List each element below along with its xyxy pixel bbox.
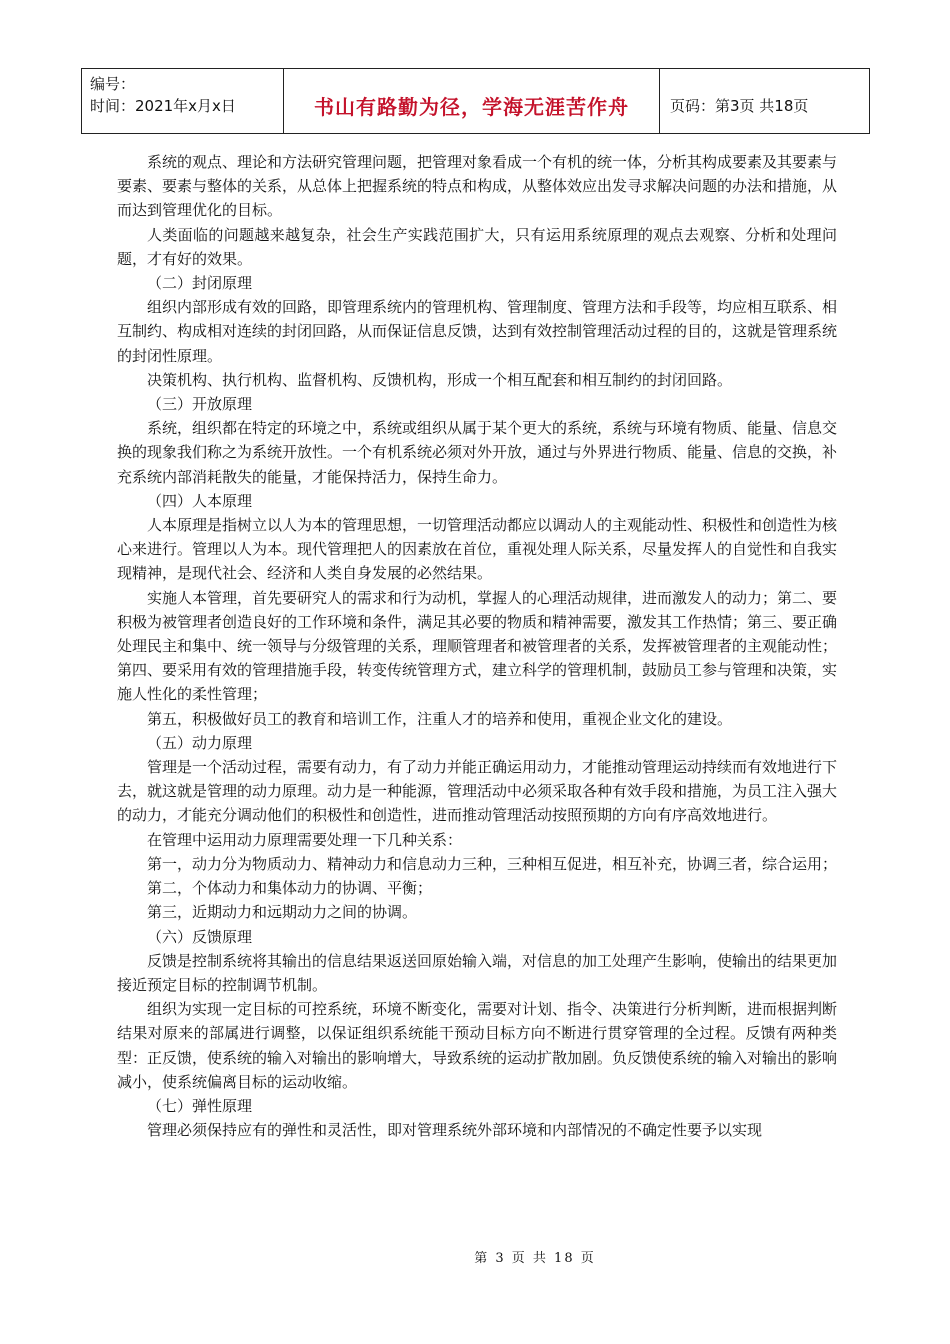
body-paragraph: 系统的观点、理论和方法研究管理问题，把管理对象看成一个有机的统一体，分析其构成要素及其要素与要素、要素与整体的关系，从总体上把握系统的特点和构成，从整体效应出发寻求解决问题的办法和措施，从而达到管理优化的目标。 [117,153,838,220]
document-code-label: 编号： [90,75,136,93]
body-paragraph: 管理是一个活动过程，需要有动力，有了动力并能正确运用动力，才能推动管理运动持续而有效地进行下去，就这就是管理的动力原理。动力是一种能源，管理活动中必须采取各种有效手段和措施，为员工注入强大的动力，才能充分调动他们的积极性和创造性，进而推动管理活动按照预期的方向有序高效地进行。 [117,758,838,825]
body-paragraph: 第三，近期动力和远期动力之间的协调。 [147,903,418,922]
footer-page-number: 第 3 页 共 18 页 [474,1251,596,1266]
header-table [81,68,870,134]
header-page-cell [660,69,869,133]
header-motto-cell [284,69,660,133]
section-heading: （六）反馈原理 [147,927,253,946]
body-paragraph: 管理必须保持应有的弹性和灵活性，即对管理系统外部环境和内部情况的不确定性要予以实现 [147,1121,763,1140]
header-page-info: 页码：第3页 共18页 [670,96,809,115]
document-body [117,150,837,1142]
section-heading: （二）封闭原理 [147,274,253,293]
section-heading: （四）人本原理 [147,491,253,510]
body-paragraph: 系统，组织都在特定的环境之中，系统或组织从属于某个更大的系统，系统与环境有物质、能量、信息交换的现象我们称之为系统开放性。一个有机系统必须对外开放，通过与外界进行物质、能量、信息的交换，补充系统内部消耗散失的能量，才能保持活力，保持生命力。 [117,419,838,486]
body-paragraph: 决策机构、执行机构、监督机构、反馈机构，形成一个相互配套和相互制约的封闭回路。 [147,370,733,389]
body-paragraph: 实施人本管理，首先要研究人的需求和行为动机，掌握人的心理活动规律，进而激发人的动力；第二、要积极为被管理者创造良好的工作环境和条件，满足其必要的物质和精神需要，激发其工作热情；第三、要正确处理民主和集中、统一领导与分级管理的关系，理顺管理者和被管理者的关系，发挥被管理者的主观能动性；第四、要采用有效的管理措施手段，转变传统管理方式，建立科学的管理机制，鼓励员工参与管理和决策，实施人性化的柔性管理； [117,588,838,704]
body-paragraph: 组织内部形成有效的回路，即管理系统内的管理机构、管理制度、管理方法和手段等，均应相互联系、相互制约、构成相对连续的封闭回路，从而保证信息反馈，达到有效控制管理活动过程的目的，这就是管理系统的封闭性原理。 [117,298,838,365]
body-paragraph: 人类面临的问题越来越复杂，社会生产实践范围扩大，只有运用系统原理的观点去观察、分析和处理问题，才有好的效果。 [117,225,837,268]
header-motto: 书山有路勤为径，学海无涯苦作舟 [314,94,629,119]
body-paragraph: 在管理中运用动力原理需要处理一下几种关系： [147,830,463,849]
body-paragraph: 组织为实现一定目标的可控系统，环境不断变化，需要对计划、指令、决策进行分析判断，进而根据判断结果对原来的部属进行调整，以保证组织系统能干预动目标方向不断进行贯穿管理的全过程。反馈有两种类型：正反馈，使系统的输入对输出的影响增大，导致系统的运动扩散加剧。负反馈使系统的输入对输出的影响减小，使系统偏离目标的运动收缩。 [117,1000,838,1091]
body-paragraph: 人本原理是指树立以人为本的管理思想，一切管理活动都应以调动人的主观能动性、积极性和创造性为核心来进行。管理以人为本。现代管理把人的因素放在首位，重视处理人际关系，尽量发挥人的自觉性和自我实现精神，是现代社会、经济和人类自身发展的必然结果。 [117,516,838,583]
section-heading: （三）开放原理 [147,395,253,414]
page-footer [0,1247,950,1266]
section-heading: （七）弹性原理 [147,1096,253,1115]
header-meta-cell [82,69,284,133]
body-paragraph: 第五，积极做好员工的教育和培训工作，注重人才的培养和使用，重视企业文化的建设。 [147,709,733,728]
body-paragraph: 第一，动力分为物质动力、精神动力和信息动力三种，三种相互促进，相互补充，协调三者，综合运用； [147,854,838,873]
document-time-label: 时间：2021年x月x日 [90,97,236,115]
body-paragraph: 反馈是控制系统将其输出的信息结果返送回原始输入端，对信息的加工处理产生影响，使输出的结果更加接近预定目标的控制调节机制。 [117,951,838,994]
section-heading: （五）动力原理 [147,733,253,752]
body-paragraph: 第二，个体动力和集体动力的协调、平衡； [147,879,433,898]
